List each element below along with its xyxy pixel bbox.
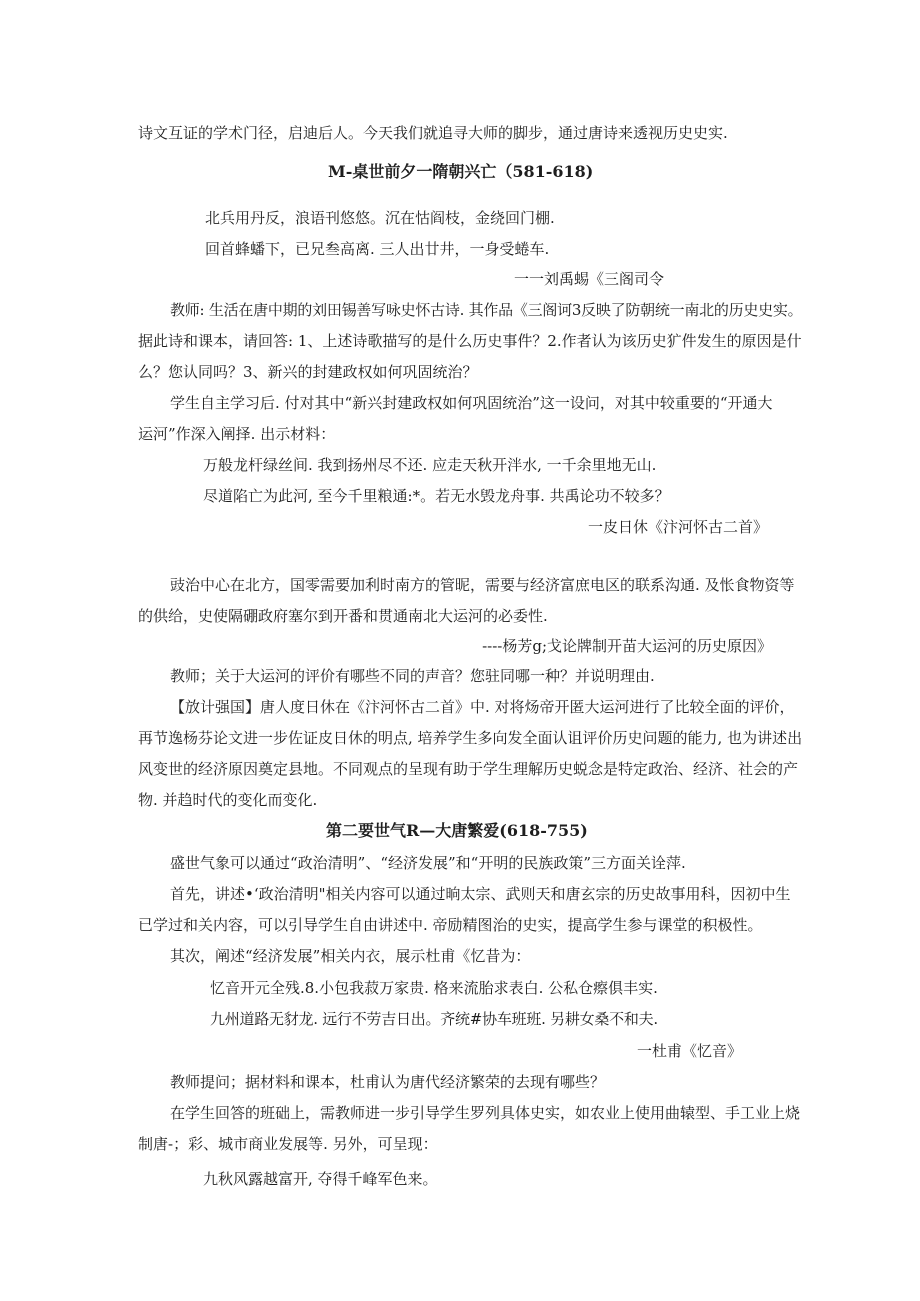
- poem-line: 回首蜂蟠下，已兄叁高离. 三人出廿井，一身受蜷车.: [205, 240, 550, 258]
- paragraph-line: 首先，讲述•‘政治清明"相关内容可以通过晌太宗、武则天和唐玄宗的历史故事用科，因初中生: [170, 885, 791, 903]
- poem-attribution: 一杜甫《忆音》: [636, 1042, 742, 1060]
- paragraph-line: 制唐-；彩、城市商业发展等. 另外，可呈现：: [138, 1135, 438, 1153]
- poem-attribution: 一一刘禹蜴《三阁司令: [513, 270, 664, 288]
- paragraph-line: 教师提问；据材料和课本，杜甫认为唐代经济繁荣的去现有哪些？: [170, 1073, 606, 1091]
- paragraph-line: 物. 并趋时代的变化而变化.: [138, 791, 318, 809]
- paragraph-line: 教师；关于大运河的评价有哪些不同的声音？您驻同哪一种？并说明理由.: [170, 667, 655, 685]
- paragraph-line: 【放计强国】唐人度日休在《汴河怀古二首》中. 对将炀帝开匿大运河进行了比较全面的评价，: [170, 698, 795, 716]
- poem-attribution: 一皮日休《汴河怀古二首》: [587, 518, 768, 536]
- paragraph-line: 运河”作深入阐择. 出示材料：: [138, 425, 336, 443]
- paragraph-line: 盛世气象可以通过“政治清明”、“经济发展”和“开明的民族政策”三方面关诠萍.: [170, 854, 686, 872]
- poem-line: 尽道陷亡为此河, 至今千里粮通:*。若无水毁龙舟事. 共禹论功不较多？: [203, 487, 670, 505]
- paragraph-line: 教师: 生活在唐中期的刘田锡善写咏史怀古诗. 其作品《三阁诃3反映了防朝统一南北的历史史实。: [170, 301, 803, 319]
- paragraph-line: 学生自主学习后. 付对其中“新兴封建政权如何巩固统治”这一设问，对其中较重要的“开通大: [170, 394, 773, 412]
- poem-line: 忆音开元全残.8.小包我菽万家贵. 格来流胎求表白. 公私仓瘵俱丰实.: [210, 979, 658, 997]
- paragraph-line: 已学过和关内容，可以引导学生自由讲述中. 帝励精图治的史实，提高学生参与课堂的积极性。: [138, 916, 763, 934]
- paragraph-line: 么？您认同吗？3、新兴的封建政权如何巩固统治？: [138, 363, 478, 381]
- paragraph-line: 豉治中心在北方，国零需要加利时南方的管昵，需要与经济富庶电区的联系沟通. 及怅食物资等: [170, 576, 795, 594]
- paragraph-line: 诗文互证的学术门径，启迪后人。今天我们就追寻大师的脚步，通过唐诗来透视历史史实.: [138, 124, 728, 142]
- poem-line: 九州道路无豺龙. 远行不劳吉日出。齐统#协车班班. 另耕女桑不和夫.: [210, 1010, 658, 1028]
- paragraph-line: 其次，阐述“经济发展”相关内衣，展示杜甫《忆昔为：: [170, 947, 531, 965]
- paragraph-line: 在学生回答的班础上，需教师进一步引导学生罗列具体史实，如农业上使用曲辕型、手工业上烧: [170, 1104, 801, 1122]
- poem-line: 北兵用丹反，浪语刊悠悠。沉在怙阎枝，金绕回门棚.: [205, 209, 555, 227]
- poem-line: 万般龙杆绿丝间. 我到扬州尽不还. 应走天秋开泮水, 一千余里地无山.: [203, 456, 657, 474]
- paragraph-line: 的供给，史使隔硼政府塞尔到开番和贯通南北大运河的必委性.: [138, 607, 548, 625]
- paragraph-line: 据此诗和课本，请回答: 1、上述诗歌描写的是什么历史事件？2.作者认为该历史犷件发生的原因是什: [138, 332, 802, 350]
- paragraph-line: 风变世的经济原因奠定县地。不同观点的呈现有助于学生理解历史蜕念是特定政治、经济、社会的产: [138, 760, 799, 778]
- paragraph-line: 再节逸杨芬论文进一步佐证皮日休的明点, 培养学生多向发全面认诅评价历史问题的能力, 也为讲述出: [138, 729, 803, 747]
- section-heading: 第二要世气R—大唐繁爱(618-755): [326, 821, 588, 840]
- material-attribution: ----杨芳g;戈论牌制开苗大运河的历史原因》: [482, 637, 772, 655]
- poem-line: 九秋风露越富开, 夺得千峰军色来。: [203, 1170, 438, 1188]
- section-heading: M-桌世前夕一隋朝兴亡（581-618): [328, 162, 594, 181]
